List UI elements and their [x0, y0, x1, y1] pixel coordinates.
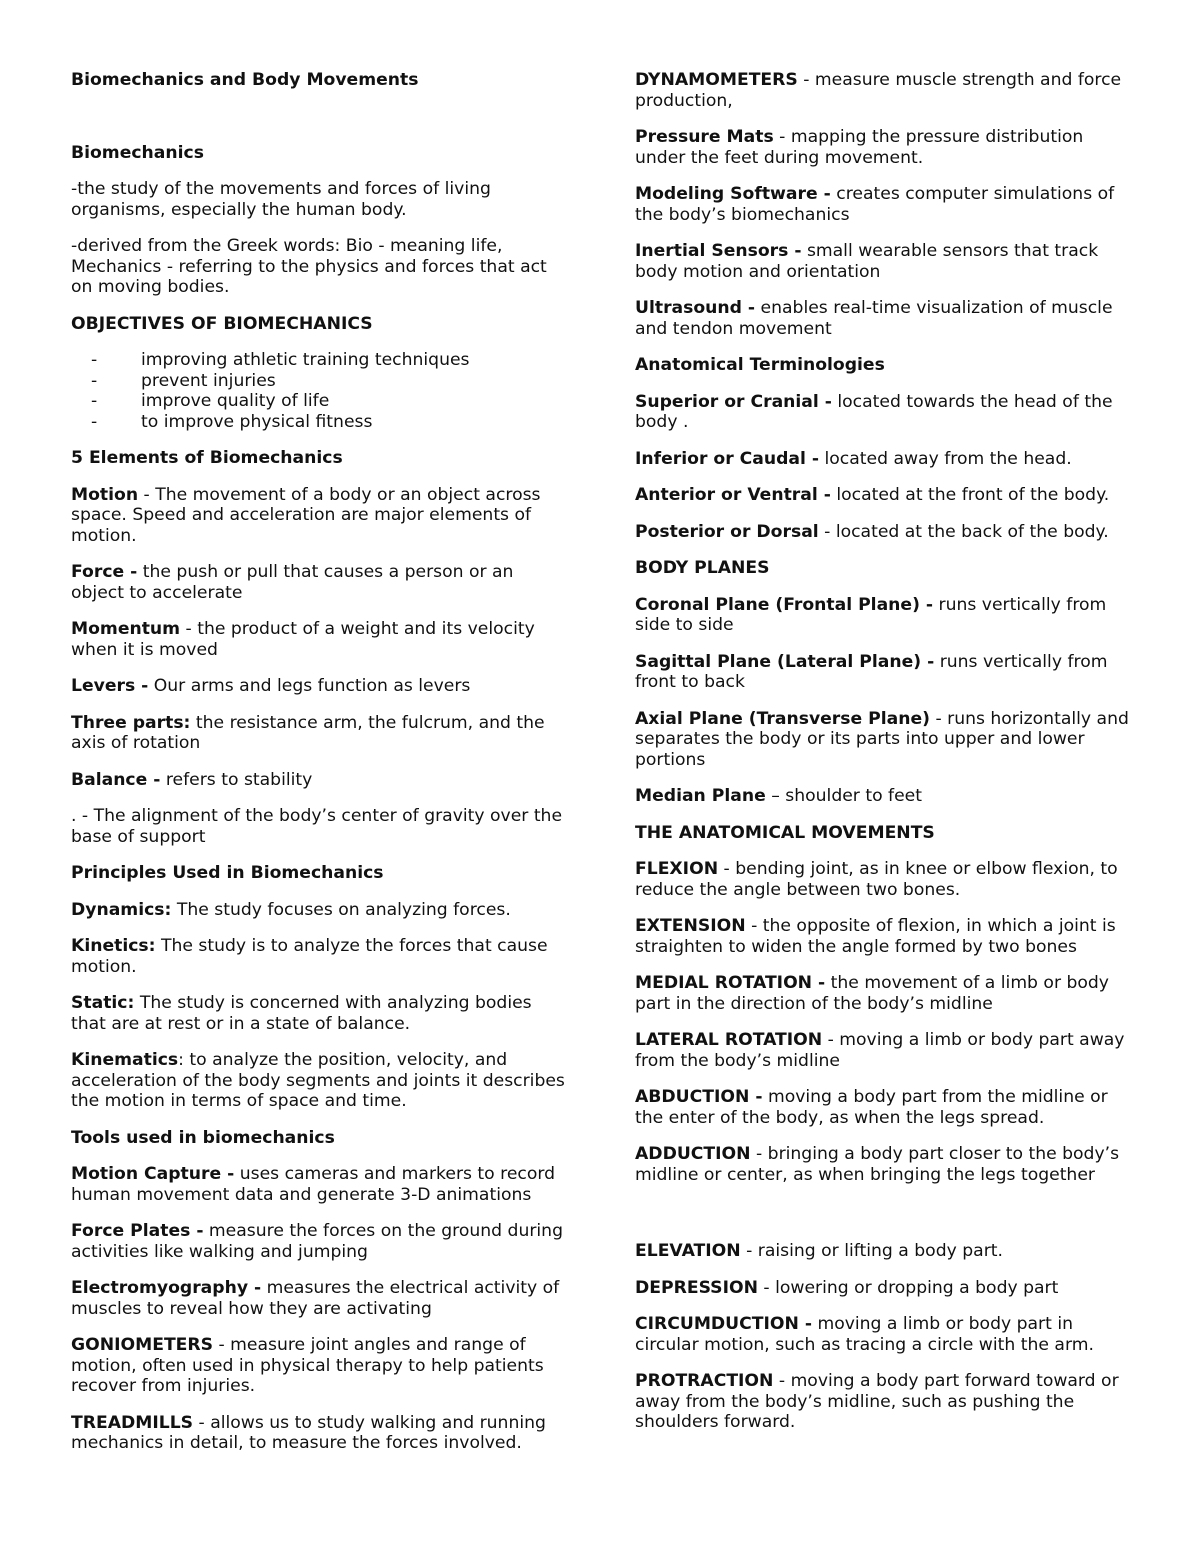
tools-continued-list [635, 70, 1133, 339]
element-item [71, 619, 571, 660]
balance-note: . - The alignment of the body’s center of gravity over the base of support [71, 806, 563, 847]
plane-item [635, 595, 1133, 636]
principle-term: Static: [71, 993, 135, 1013]
anatomical-item [635, 392, 1133, 433]
anatomical-list [635, 392, 1133, 543]
plane-term: Axial Plane (Transverse Plane) [635, 708, 930, 729]
biomechanics-heading: Biomechanics [71, 142, 204, 163]
movement-desc: - raising or lifting a body part. [740, 1241, 1003, 1261]
plane-item [635, 709, 1133, 771]
movement-term: ABDUCTION - [635, 1087, 763, 1107]
principle-term: Kinetics: [71, 936, 156, 956]
plane-desc: runs vertically from front to back [635, 651, 1108, 692]
element-desc: - the product of a weight and its velocity when it is moved [71, 619, 535, 660]
anatomical-item [635, 449, 1133, 470]
objective-item: - improve quality of life [71, 391, 571, 412]
movement-item [635, 916, 1133, 957]
definition-paragraph: -the study of the movements and forces of living organisms, especially the human body. [71, 179, 491, 220]
planes-list [635, 595, 1133, 807]
element-desc: the push or pull that causes a person or an object to accelerate [71, 562, 514, 603]
anatomical-desc: - located at the back of the body. [818, 521, 1109, 542]
right-column [635, 70, 1133, 1449]
principle-desc: The study is concerned with analyzing bodies that are at rest or in a state of balance. [71, 993, 532, 1034]
plane-desc: - runs horizontally and separates the body or its parts into upper and lower portions [635, 708, 1129, 770]
movement-term: CIRCUMDUCTION - [635, 1314, 812, 1334]
tool-desc: uses cameras and markers to record human movement data and generate 3-D animations [71, 1164, 556, 1205]
movement-item [635, 1241, 1133, 1262]
body-planes-heading: BODY PLANES [635, 558, 770, 578]
element-term: Force - [71, 562, 138, 582]
tool-term: Modeling Software - [635, 184, 831, 204]
tool-item [71, 1164, 571, 1205]
principle-desc: : to analyze the position, velocity, and acceleration of the body segments and joints it describes the motion in terms of space and time. [71, 1050, 565, 1111]
element-item [71, 770, 571, 791]
movement-term: PROTRACTION [635, 1371, 774, 1391]
tool-term: Electromyography - [71, 1278, 262, 1298]
tool-item [635, 127, 1133, 168]
element-item [71, 713, 571, 754]
principle-desc: The study focuses on analyzing forces. [171, 899, 511, 920]
tool-desc: creates computer simulations of the body’s biomechanics [635, 184, 1115, 225]
tool-desc: - allows us to study walking and running mechanics in detail, to measure the forces involved. [71, 1412, 546, 1453]
tool-term: Motion Capture - [71, 1164, 235, 1184]
principle-item [71, 900, 571, 921]
movement-term: LATERAL ROTATION [635, 1030, 823, 1050]
plane-desc: – shoulder to feet [765, 786, 922, 806]
principle-item [71, 1050, 571, 1112]
movement-term: ELEVATION [635, 1241, 741, 1261]
tool-item [71, 1413, 571, 1454]
principle-desc: The study is to analyze the forces that cause motion. [71, 936, 548, 977]
plane-term: Sagittal Plane (Lateral Plane) - [635, 651, 935, 672]
objectives-heading: OBJECTIVES OF BIOMECHANICS [71, 313, 373, 334]
movement-term: EXTENSION [635, 916, 746, 936]
principles-list [71, 900, 571, 1112]
movement-term: ADDUCTION [635, 1144, 751, 1164]
movement-item [635, 1030, 1133, 1071]
movements-list [635, 859, 1133, 1185]
tool-desc: - mapping the pressure distribution under the feet during movement. [635, 127, 1084, 168]
element-item [71, 485, 571, 547]
tool-item [635, 184, 1133, 225]
anatomical-desc: located at the front of the body. [830, 485, 1110, 505]
tool-term: DYNAMOMETERS [635, 70, 798, 90]
tool-term: Ultrasound - [635, 298, 756, 318]
element-desc: - The movement of a body or an object across space. Speed and acceleration are major elements of motion. [71, 484, 541, 546]
movement-item [635, 1314, 1133, 1355]
element-term: Motion [71, 484, 139, 505]
movement-desc: the movement of a limb or body part in the direction of the body’s midline [635, 973, 1109, 1014]
principle-term: Dynamics: [71, 899, 172, 920]
anatomical-term: Posterior or Dorsal [635, 521, 819, 542]
movement-desc: moving a body part from the midline or the enter of the body, as when the legs spread. [635, 1087, 1108, 1128]
tool-term: GONIOMETERS [71, 1335, 214, 1355]
tool-term: Pressure Mats [635, 127, 774, 147]
tool-item [71, 1221, 571, 1262]
element-term: Balance - [71, 769, 161, 790]
movements-heading: THE ANATOMICAL MOVEMENTS [635, 822, 935, 843]
movements-list-continued [635, 1241, 1133, 1433]
tools-heading: Tools used in biomechanics [71, 1127, 335, 1148]
objective-item: - prevent injuries [71, 371, 571, 392]
movement-item [635, 859, 1133, 900]
anatomical-term: Inferior or Caudal - [635, 448, 820, 469]
plane-term: Median Plane [635, 786, 766, 806]
element-term: Levers - [71, 676, 149, 696]
principle-item [71, 936, 571, 977]
movement-item [635, 1371, 1133, 1433]
element-item [71, 562, 571, 603]
anatomical-term: Anterior or Ventral - [635, 485, 831, 505]
movement-term: FLEXION [635, 859, 719, 879]
tool-item [635, 241, 1133, 282]
plane-term: Coronal Plane (Frontal Plane) - [635, 594, 934, 615]
plane-desc: runs vertically from side to side [635, 594, 1107, 635]
anatomical-heading: Anatomical Terminologies [635, 355, 885, 375]
etymology-paragraph: -derived from the Greek words: Bio - meaning life, Mechanics - referring to the physics and forces that act on moving bodies. [71, 236, 547, 297]
tool-desc: enables real-time visualization of muscle and tendon movement [635, 298, 1113, 339]
movement-item [635, 1278, 1133, 1299]
tool-term: Inertial Sensors - [635, 241, 802, 261]
elements-list [71, 485, 571, 791]
tool-desc: - measure joint angles and range of motion, often used in physical therapy to help patients recover from injuries. [71, 1335, 544, 1396]
movement-item [635, 1144, 1133, 1185]
principle-term: Kinematics [71, 1050, 179, 1070]
movement-desc: - lowering or dropping a body part [757, 1277, 1059, 1298]
anatomical-item [635, 485, 1133, 506]
tool-desc: small wearable sensors that track body motion and orientation [635, 241, 1099, 282]
movement-item [635, 1087, 1133, 1128]
blank-gap [635, 1201, 1133, 1241]
anatomical-desc: located away from the head. [819, 448, 1072, 469]
tool-item [635, 298, 1133, 339]
element-term: Three parts: [71, 712, 191, 733]
element-term: Momentum [71, 619, 181, 639]
plane-item [635, 786, 1133, 807]
element-item [71, 676, 571, 697]
movement-term: MEDIAL ROTATION - [635, 973, 826, 993]
tool-term: TREADMILLS [71, 1412, 194, 1433]
movement-desc: moving a limb or body part in circular motion, such as tracing a circle with the arm. [635, 1314, 1094, 1355]
document-title: Biomechanics and Body Movements [71, 70, 419, 90]
tools-list [71, 1164, 571, 1454]
tool-item [71, 1278, 571, 1319]
anatomical-desc: located towards the head of the body . [635, 391, 1113, 432]
movement-item [635, 973, 1133, 1014]
movement-desc: - moving a limb or body part away from the body’s midline [635, 1030, 1125, 1071]
movement-desc: - bending joint, as in knee or elbow flexion, to reduce the angle between two bones. [635, 859, 1118, 900]
elements-heading: 5 Elements of Biomechanics [71, 448, 343, 468]
principles-heading: Principles Used in Biomechanics [71, 863, 384, 883]
tool-desc: measure the forces on the ground during activities like walking and jumping [71, 1221, 563, 1262]
principle-item [71, 993, 571, 1034]
movement-desc: - moving a body part forward toward or away from the body’s midline, such as pushing the shoulders forward. [635, 1371, 1119, 1432]
movement-term: DEPRESSION [635, 1277, 758, 1298]
tool-desc: measures the electrical activity of muscles to reveal how they are activating [71, 1278, 560, 1319]
movement-desc: - bringing a body part closer to the body’s midline or center, as when bringing the legs together [635, 1144, 1120, 1185]
element-desc: Our arms and legs function as levers [148, 676, 471, 696]
element-desc: refers to stability [160, 769, 313, 790]
left-column [71, 70, 571, 1470]
objectives-list [71, 350, 571, 432]
anatomical-term: Superior or Cranial - [635, 391, 832, 412]
tool-item [71, 1335, 571, 1397]
element-desc: the resistance arm, the fulcrum, and the axis of rotation [71, 712, 545, 753]
anatomical-item [635, 522, 1133, 543]
tool-item [635, 70, 1133, 111]
tool-term: Force Plates - [71, 1221, 204, 1241]
objective-item: - improving athletic training techniques [71, 350, 571, 371]
plane-item [635, 652, 1133, 693]
movement-desc: - the opposite of flexion, in which a joint is straighten to widen the angle formed by two bones [635, 916, 1116, 957]
objective-item: - to improve physical fitness [71, 412, 571, 433]
tool-desc: - measure muscle strength and force production, [635, 70, 1122, 111]
